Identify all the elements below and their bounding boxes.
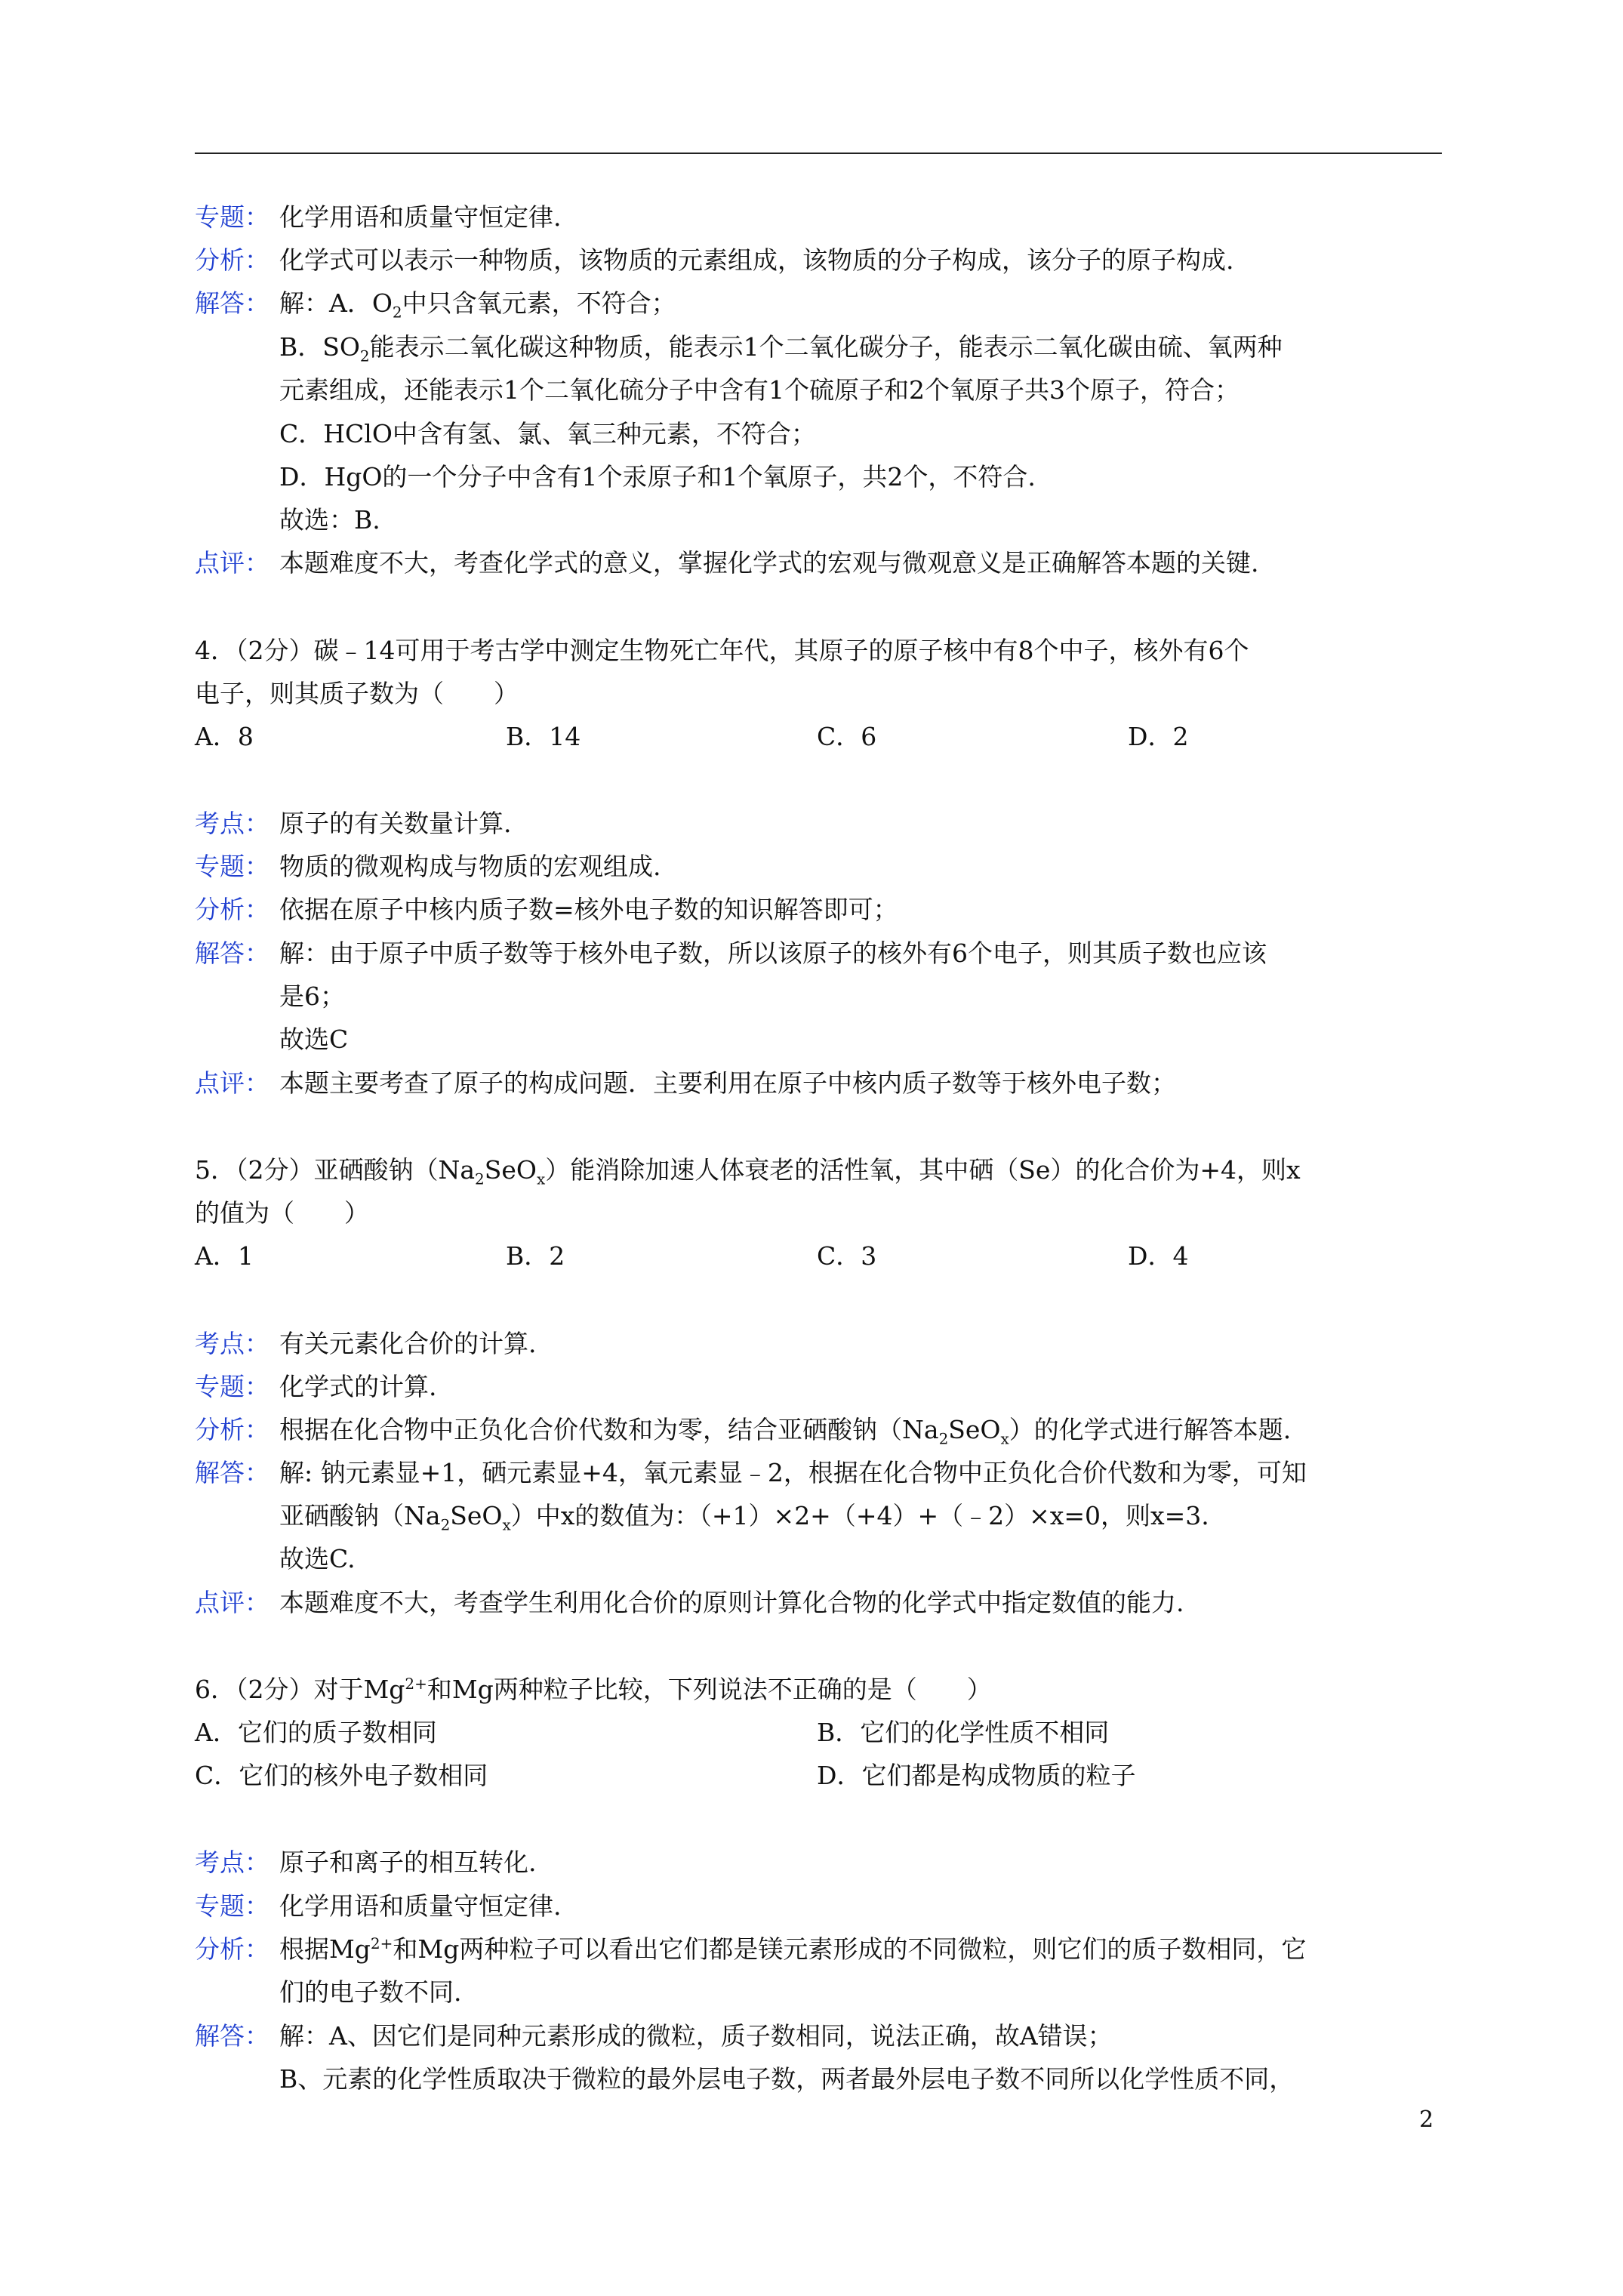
q6-option-b: B．它们的化学性质不相同 — [817, 1718, 1110, 1747]
q4-kaodian: 考点： 原子的有关数量计算. — [195, 809, 512, 838]
jieda-label: 解答： — [195, 2021, 269, 2051]
q5-zhuanti: 专题： 化学式的计算. — [195, 1372, 437, 1401]
q4-fenxi: 分析： 依据在原子中核内质子数=核外电子数的知识解答即可； — [195, 895, 898, 924]
q4-option-c: C．6 — [817, 722, 877, 751]
q5-option-b: B．2 — [506, 1241, 565, 1271]
kaodian-label: 考点： — [195, 809, 269, 838]
zhuanti-label: 专题： — [195, 202, 269, 232]
q4-zhuanti: 专题： 物质的微观构成与物质的宏观组成. — [195, 852, 661, 881]
fenxi-label: 分析： — [195, 1934, 269, 1964]
q6-jieda-1: 解答： 解：A、因它们是同种元素形成的微粒，质子数相同，说法正确，故A错误； — [195, 2021, 1113, 2051]
fenxi-label: 分析： — [195, 1415, 269, 1444]
q3-jieda-b1: B．$SO_2$能表示二氧化碳这种物质，能表示1个二氧化碳分子，能表示二氧化碳由硫、氧两种 — [279, 332, 1283, 365]
dianping-label: 点评： — [195, 548, 269, 578]
page-number: 2 — [1419, 2106, 1434, 2133]
q6-jieda-2: B、元素的化学性质取决于微粒的最外层电子数，两者最外层电子数不同所以化学性质不同， — [279, 2064, 1295, 2094]
q4-guxuan: 故选C — [279, 1025, 349, 1054]
jieda-label: 解答： — [195, 288, 269, 318]
q5-stem-1: 5．（2分）亚硒酸钠$(Na_2SeO_x)$能消除加速人体衰老的活性氧，其中硒（Se）的化合价为+4，则x — [195, 1155, 1301, 1188]
q5-option-c: C．3 — [817, 1241, 877, 1271]
q3-zhuanti: 专题： 化学用语和质量守恒定律. — [195, 202, 562, 232]
jieda-label: 解答： — [195, 1458, 269, 1487]
q6-option-a: A．它们的质子数相同 — [195, 1718, 437, 1747]
q5-fenxi: 分析： 根据在化合物中正负化合价代数和为零，结合亚硒酸钠$(Na_2SeO_x)$的化学式进行解答本题. — [195, 1415, 1292, 1448]
q6-option-c: C．它们的核外电子数相同 — [195, 1761, 488, 1790]
q4-option-d: D．2 — [1128, 722, 1189, 751]
fenxi-label: 分析： — [195, 895, 269, 924]
q3-jieda-c: C．HClO中含有氢、氯、氧三种元素，不符合； — [279, 419, 816, 448]
q6-fenxi-1: 分析： 根据$Mg^{2+}$和Mg两种粒子可以看出它们都是镁元素形成的不同微粒，则它们的质子数相同，它 — [195, 1934, 1307, 1964]
q3-dianping: 点评： 本题难度不大，考查化学式的意义，掌握化学式的宏观与微观意义是正确解答本题的关键. — [195, 548, 1259, 578]
q5-option-d: D．4 — [1128, 1241, 1189, 1271]
q5-dianping: 点评： 本题难度不大，考查学生利用化合价的原则计算化合物的化学式中指定数值的能力. — [195, 1588, 1184, 1617]
dianping-label: 点评： — [195, 1068, 269, 1098]
fenxi-label: 分析： — [195, 245, 269, 275]
q3-guxuan: 故选：B. — [279, 505, 380, 535]
q6-fenxi-2: 们的电子数不同. — [279, 1977, 462, 2007]
q3-jieda-d: D．HgO的一个分子中含有1个汞原子和1个氧原子，共2个，不符合. — [279, 462, 1036, 492]
q3-fenxi: 分析： 化学式可以表示一种物质，该物质的元素组成，该物质的分子构成，该分子的原子构成. — [195, 245, 1234, 275]
q5-jieda-1: 解答： 解: 钠元素显+1，硒元素显+4，氧元素显﹣2，根据在化合物中正负化合价代数和为零，可知 — [195, 1458, 1307, 1487]
q5-kaodian: 考点： 有关元素化合价的计算. — [195, 1329, 537, 1358]
dianping-label: 点评： — [195, 1588, 269, 1617]
q5-stem-2: 的值为（ ） — [195, 1198, 369, 1228]
q5-option-a: A．1 — [195, 1241, 254, 1271]
zhuanti-label: 专题： — [195, 1891, 269, 1921]
q3-jieda-a: 解答： 解：A．$O_2$中只含氧元素，不符合； — [195, 288, 676, 322]
zhuanti-label: 专题： — [195, 1372, 269, 1401]
q4-stem-2: 电子，则其质子数为（ ） — [195, 679, 519, 708]
kaodian-label: 考点： — [195, 1848, 269, 1877]
q4-dianping: 点评： 本题主要考查了原子的构成问题．主要利用在原子中核内质子数等于核外电子数； — [195, 1068, 1176, 1098]
jieda-label: 解答： — [195, 938, 269, 968]
q3-jieda-b2: 元素组成，还能表示1个二氧化硫分子中含有1个硫原子和2个氧原子共3个原子，符合； — [279, 375, 1240, 405]
q4-stem-1: 4．（2分）碳﹣14可用于考古学中测定生物死亡年代，其原子的原子核中有8个中子，核外有6个 — [195, 636, 1249, 665]
q6-option-d: D．它们都是构成物质的粒子 — [817, 1761, 1136, 1790]
q6-kaodian: 考点： 原子和离子的相互转化. — [195, 1848, 537, 1877]
header-rule — [195, 153, 1442, 154]
q4-option-a: A．8 — [195, 722, 254, 751]
q4-option-b: B．14 — [506, 722, 581, 751]
q4-jieda-2: 是6； — [279, 982, 345, 1011]
kaodian-label: 考点： — [195, 1329, 269, 1358]
q6-stem: 6．（2分）对于$Mg^{2+}$和Mg两种粒子比较，下列说法不正确的是（ ） — [195, 1675, 992, 1704]
q5-guxuan: 故选C. — [279, 1544, 356, 1573]
q6-zhuanti: 专题： 化学用语和质量守恒定律. — [195, 1891, 562, 1921]
zhuanti-label: 专题： — [195, 852, 269, 881]
q4-jieda-1: 解答： 解：由于原子中质子数等于核外电子数，所以该原子的核外有6个电子，则其质子数也应该 — [195, 938, 1267, 968]
q5-jieda-2: 亚硒酸钠$(Na_2SeO_x)$中x的数值为：（+1）×2+（+4）+（﹣2）×x=0，则x=3. — [279, 1501, 1209, 1534]
